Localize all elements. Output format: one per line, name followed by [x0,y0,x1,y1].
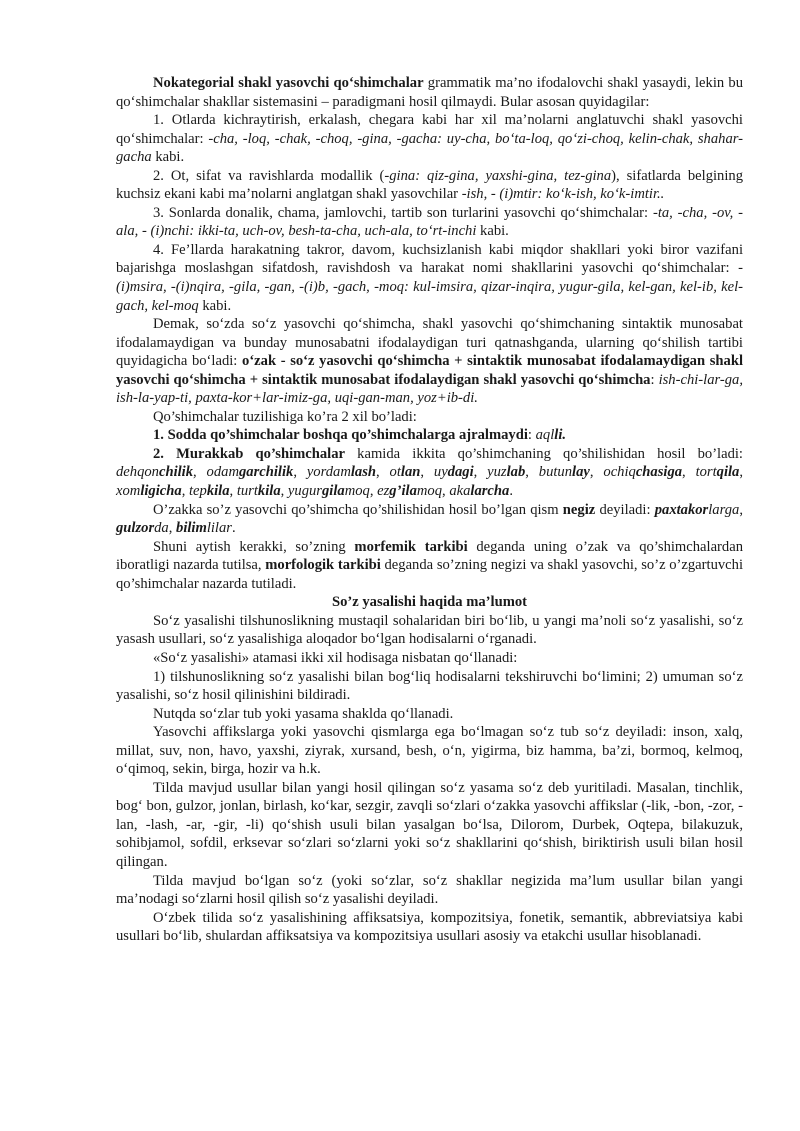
word-stem: yordam [306,464,351,481]
term-morfemik: morfemik tarkibi [354,538,468,555]
separator: . [231,520,236,537]
separator: , [193,464,207,481]
word-stem: xom [116,483,141,500]
example-word [449,483,509,499]
word-suffix: qila [716,464,740,481]
word-suffix: garchilik [238,464,294,481]
example-word-list [116,464,743,499]
word-stem: uy [433,464,448,481]
word-suffix: lay [572,464,590,481]
example-word [288,483,370,499]
paragraph: O‘zbek tilida so‘z yasalishining affiksatsiya, kompozitsiya, fonetik, semantik, abbreviatsiya kabi usullari bo‘lib, shulardan affiksatsiya va kompozitsiya usullari asosiy va etakchi usullar hisoblanadi. [116,909,743,945]
paragraph-complex-suffixes: 2. Murakkab qo’shimchalar kamida ikkita qo’shimchaning qo’shilishidan hosil bo’ladi: dehqonchilik, odamgarchilik, yordamlash, otlan, uydagi, yuzlab, butunlay, ochiqchasiga, tortqila, xomligicha, tepkila, turtkila, yugurgilamoq, ezg’ilamoq, akalarcha. [116,445,744,500]
word-suffix: kila [257,483,281,500]
list-item-1: 1. Otlarda kichraytirish, erkalash, chegara kabi har xil ma’nolarni anglatuvchi shakl yasovchi qo‘shimchalar: -cha, -loq, -chak, -choq, -gina, -gacha: uy-cha, bo‘ta-loq, qo‘zi-choq, kelin-chak, shahar-gacha kabi. [116,112,743,166]
paragraph: Nutqda so‘zlar tub yoki yasama shaklda qo‘llanadi. [153,705,454,722]
separator: , [589,464,604,481]
word-stem: tort [695,464,717,481]
paragraph: Tilda mavjud bo‘lgan so‘z (yoki so‘zlar, so‘z shakllar negizida ma’lum usullar bilan yangi ma’nodagi so‘zlarni hosil qilish so‘z yasalishi deyiladi. [116,872,743,908]
separator: , [420,464,434,481]
separator: , [293,464,307,481]
separator: , [525,464,539,481]
word-stem: aka [449,483,471,500]
example-word [189,483,230,499]
word-suffix: lash [350,464,377,481]
separator: , [739,501,743,518]
example-word [207,464,294,480]
paragraph: «So‘z yasalishi» atamasi ikki xil hodisaga nisbatan qo‘llanadi: [153,649,518,666]
separator: , [473,464,488,481]
separator: , [229,483,237,500]
examples: -ish, - (i)mtir: ko‘k-ish, ko‘k-imtir.. [461,186,665,203]
separator: , [682,464,696,481]
example-word [655,502,740,518]
example-word [116,464,193,480]
word-suffix: ligicha [140,483,182,500]
word-stem: ot [389,464,401,481]
word-suffix: larcha [470,483,510,500]
separator: , [280,483,288,500]
separator: . [509,483,513,500]
example-word [116,483,182,499]
example-word [237,483,281,499]
word-suffix: lan [400,464,421,481]
section-heading: So’z yasalishi haqida ma’lumot [331,594,528,611]
examples: -ta, -cha, -ov, -ala, - (i)nchi: ikki-ta, uch-ov, besh-ta-cha, uch-ala, to‘rt-inchi [116,204,743,240]
examples: -(i)msira, -(i)nqira, -gila, -gan, -(i)b, -gach, -moq: kul-imsira, qizar-inqira, yugur-gila, kel-gan, kel-ib, kel-gach, kel-moq [116,260,743,314]
paragraph-intro: Nokategorial shakl yasovchi qo‘shimchalar grammatik ma’no ifodalovchi shakl yasaydi, lekin bu qo‘shimchalar shakllar sistemasini – paradigmani hosil qilmaydi. Bular asosan quyidagilar: [116,75,743,110]
example-word [487,464,525,480]
example-word [116,520,169,536]
list-item-3: 3. Sonlarda donalik, chama, jamlovchi, tartib son turlarini yasovchi qo‘shimchalar: -ta, -cha, -ov, -ala, - (i)nchi: ikki-ta, uch-ov, besh-ta-cha, uch-ala, to‘rt-inchi kabi. [116,204,743,240]
word-stem: turt [236,483,258,500]
example-stem: aql [535,427,555,444]
separator: , [168,520,177,537]
word-stem: odam [206,464,239,481]
order-formula: o‘zak - so‘z yasovchi qo‘shimcha + sintaktik munosabat ifodalamaydigan shakl yasovchi qo‘shimcha + sintaktik munosabat ifodalaydigan shakl yasovchi qo‘shimcha [116,353,743,388]
word-suffix: dagi [447,464,474,481]
word-suffix: gila [321,483,345,500]
examples: -cha, -loq, -chak, -choq, -gina, -gacha: uy-cha, bo‘ta-loq, qo‘zi-choq, kelin-chak, shahar-gacha [116,130,743,166]
example-word [377,483,442,499]
separator: , [376,464,390,481]
word-ending: moq [416,483,443,500]
separator: , [369,483,378,500]
word-suffix: g’ila [389,483,417,500]
word-stem: gulzor [116,520,155,537]
word-ending: larga [708,501,740,518]
word-ending: lilar [206,520,232,537]
term-morfologik: morfologik tarkibi [265,557,381,574]
paragraph-negiz: O’zakka so’z yasovchi qo’shimcha qo’shilishidan hosil bo’lgan qism negiz deyiladi: paxtakorlarga, gulzorda, bilimlilar. [116,501,743,537]
paragraph-morphemic: Shuni aytish kerakki, so’zning morfemik tarkibi deganda uning o’zak va qo’shimchalardan iboratligi nazarda tutilsa, morfologik tarkibi deganda so’zning negizi va shakl yasovchi, so’z o’zgartuvchi qo’shimchalar nazarda tutiladi. [116,538,743,592]
list-item-4: 4. Fe’llarda harakatning takror, davom, kuchsizlanish kabi miqdor shakllari yoki biror vazifani bajarishga moslashgan sifatdosh, ravishdosh va harakat nomi shakllarini yasovchi qo‘shimchalar: -(i)msira, -(i)nqira, -gila, -gan, -(i)b, -gach, -moq: kul-imsira, qizar-inqira, yugur-gila, kel-gan, kel-ib, kel-gach, kel-moq kabi. [116,241,743,314]
term-nokategorial: Nokategorial shakl yasovchi qo‘shimchalar [153,75,424,91]
example-word [603,464,682,480]
word-stem: yuz [487,464,507,481]
list-item-2: 2. Ot, sifat va ravishlarda modallik (-gina: qiz-gina, yaxshi-gina, tez-gina), sifatlarda belgining kuchsiz ekani kabi ma’nolarni anglatgan shakl yasovchilar -ish, - (i)mtir: ko‘k-ish, ko‘k-imtir.. [116,167,743,203]
word-stem: ochiq [603,464,636,481]
examples: -gina: qiz-gina, yaxshi-gina, tez-gina [384,167,612,184]
word-stem: dehqon [116,464,159,481]
paragraph: Tilda mavjud usullar bilan yangi hosil qilingan so‘z yasama so‘z deb yuritiladi. Masalan, tinchlik, bog‘ bon, gulzor, jonlan, birlash, ko‘kar, sezgir, zavqli so‘zlari o‘zakka yasovchi affikslar (-lik, -bon, -zor, -lan, -lash, -ar, -gir, -li) qo‘shish usuli bilan yasalgan bo‘lsa, Dilorom, Durbek, Oqtepa, bilakuzuk, sohibjamol, sofdil, erksevar so‘zlari so‘zlarni yoki so‘z shakllarini qo‘shish, biriktirish usuli bilan hosil qilingan. [116,779,743,870]
document-page [116,74,743,946]
word-stem: ez [377,483,390,500]
word-stem: paxtakor [654,501,709,518]
word-suffix: kila [206,483,230,500]
word-suffix: lab [506,464,526,481]
example-suffix: li. [554,427,567,444]
separator: , [442,483,450,500]
separator: , [739,464,744,481]
word-ending: moq [344,483,370,500]
separator: , [181,483,189,500]
word-stem: bilim [176,520,207,537]
example-word [390,464,421,480]
paragraph-types: Qo’shimchalar tuzilishiga ko’ra 2 xil bo’ladi: [153,408,417,425]
word-stem: butun [538,464,573,481]
word-suffix: chilik [158,464,194,481]
paragraph: Yasovchi affikslarga yoki yasovchi qismlarga ega bo‘lmagan so‘z tub so‘z deyiladi: inson, xalq, millat, suv, non, havo, yaxshi, ziyrak, xursand, besh, o‘n, yigirma, biz hamma, ba’zi, bormoq, kelmoq, o‘qimoq, sekin, birga, hozir va h.k. [116,724,743,778]
paragraph-simple-suffixes: 1. Sodda qo’shimchalar boshqa qo’shimchalarga ajralmaydi: aqlli. [153,427,567,444]
word-stem: tep [188,483,207,500]
example-word [539,464,590,480]
example-word [307,464,376,480]
paragraph-demak: Demak, so‘zda so‘z yasovchi qo‘shimcha, shakl yasovchi qo‘shimchaning sintaktik munosabat ifodalamaydigan va bunday munosabatni ifodalaydigan turi qatnashganda, ularning qo‘shilish tartibi quyidagicha bo‘ladi: o‘zak - so‘z yasovchi qo‘shimcha + sintaktik munosabat ifodalamaydigan shakl yasovchi qo‘shimcha + sintaktik munosabat ifodalaydigan shakl yasovchi qo‘shimcha: ish-chi-lar-ga, ish-la-yap-ti, paxta-kor+lar-imiz-ga, uqi-gan-man, yoz+ib-di. [116,316,743,407]
examples: ish-chi-lar-ga, ish-la-yap-ti, paxta-kor+lar-imiz-ga, uqi-gan-man, yoz+ib-di. [116,371,743,407]
paragraph: 1) tilshunoslikning so‘z yasalishi bilan bog‘liq hodisalarni tekshiruvchi bo‘limini; 2) umuman so‘z yasalishi, so‘z hosil qilinishini bildiradi. [116,668,743,704]
word-stem: yugur [287,483,322,500]
example-word [434,464,474,480]
word-suffix: chasiga [635,464,683,481]
example-word [176,520,232,536]
paragraph: So‘z yasalishi tilshunoslikning mustaqil sohalaridan biri bo‘lib, u yangi ma’noli so‘z yasalishi, so‘z yasash usullari, so‘z yasalishiga aloqador bo‘lgan hodisalarni o‘rganadi. [116,612,743,648]
example-word [696,464,740,480]
word-ending: da [154,520,169,537]
term-negiz: negiz [562,501,596,518]
